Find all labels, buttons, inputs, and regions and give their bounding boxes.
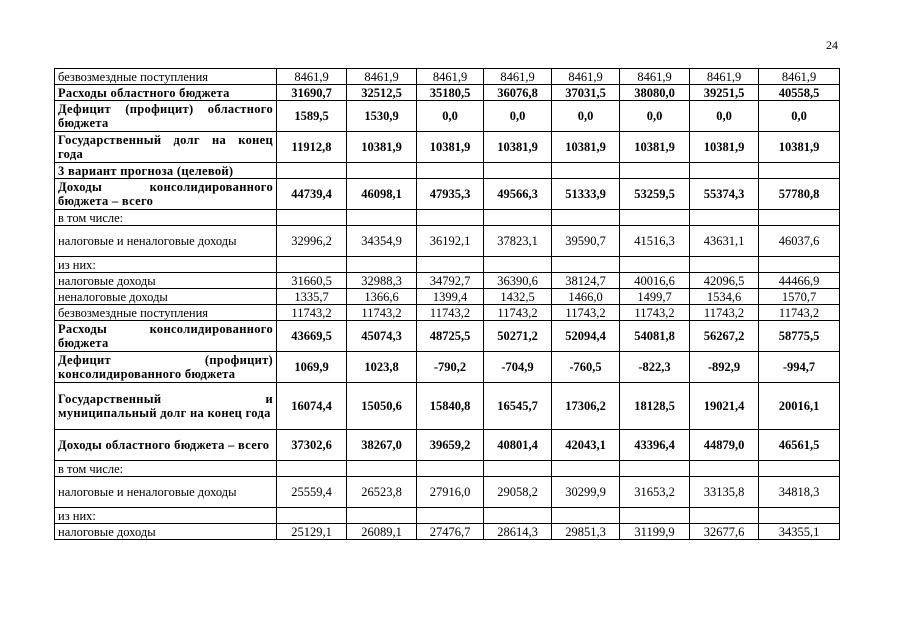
value-cell: 0,0 (484, 101, 552, 132)
value-cell: 8461,9 (620, 69, 690, 85)
value-cell: 19021,4 (690, 383, 759, 430)
value-cell (484, 461, 552, 477)
value-cell: 42043,1 (552, 430, 620, 461)
value-cell: 25559,4 (277, 477, 347, 508)
table-row (55, 305, 840, 321)
value-cell: 10381,9 (552, 132, 620, 163)
value-cell: 1069,9 (277, 352, 347, 383)
value-cell: 32988,3 (347, 273, 417, 289)
row-label: из них: (55, 508, 277, 524)
value-cell (759, 461, 840, 477)
value-cell: 34355,1 (759, 524, 840, 540)
value-cell: 26089,1 (347, 524, 417, 540)
value-cell (417, 461, 484, 477)
value-cell: 57780,8 (759, 179, 840, 210)
value-cell: 8461,9 (690, 69, 759, 85)
value-cell: 46037,6 (759, 226, 840, 257)
value-cell: 10381,9 (690, 132, 759, 163)
value-cell: 53259,5 (620, 179, 690, 210)
value-cell (690, 508, 759, 524)
value-cell: 8461,9 (552, 69, 620, 85)
table-row (55, 273, 840, 289)
value-cell: 11743,2 (277, 305, 347, 321)
value-cell: 8461,9 (417, 69, 484, 85)
value-cell (552, 508, 620, 524)
value-cell: 54081,8 (620, 321, 690, 352)
value-cell: 42096,5 (690, 273, 759, 289)
value-cell (620, 163, 690, 179)
value-cell (690, 257, 759, 273)
row-label: Расходы консолидированного бюджета (55, 321, 277, 352)
value-cell: 11912,8 (277, 132, 347, 163)
table-row (55, 352, 840, 383)
value-cell (552, 257, 620, 273)
value-cell: 31660,5 (277, 273, 347, 289)
value-cell: 32512,5 (347, 85, 417, 101)
row-label: из них: (55, 257, 277, 273)
row-label: безвозмездные поступления (55, 305, 277, 321)
row-label: Государственный и муниципальный долг на конец года (55, 383, 277, 430)
value-cell: 11743,2 (484, 305, 552, 321)
value-cell: 1589,5 (277, 101, 347, 132)
value-cell: 43631,1 (690, 226, 759, 257)
table-row (55, 226, 840, 257)
page-number: 24 (826, 38, 838, 52)
row-label: налоговые и неналоговые доходы (55, 226, 277, 257)
value-cell (484, 163, 552, 179)
value-cell (552, 163, 620, 179)
value-cell: 31199,9 (620, 524, 690, 540)
table-row (55, 477, 840, 508)
value-cell (690, 210, 759, 226)
value-cell (277, 163, 347, 179)
value-cell: 34354,9 (347, 226, 417, 257)
value-cell: 11743,2 (417, 305, 484, 321)
value-cell: 10381,9 (484, 132, 552, 163)
value-cell (620, 508, 690, 524)
value-cell (552, 210, 620, 226)
table-row (55, 69, 840, 85)
value-cell: 39251,5 (690, 85, 759, 101)
value-cell (484, 257, 552, 273)
value-cell (759, 163, 840, 179)
value-cell: 28614,3 (484, 524, 552, 540)
value-cell (484, 210, 552, 226)
row-label: налоговые и неналоговые доходы (55, 477, 277, 508)
value-cell: 51333,9 (552, 179, 620, 210)
value-cell: 38267,0 (347, 430, 417, 461)
value-cell: 1534,6 (690, 289, 759, 305)
value-cell: 43669,5 (277, 321, 347, 352)
value-cell: 1499,7 (620, 289, 690, 305)
value-cell: 1366,6 (347, 289, 417, 305)
value-cell: 0,0 (552, 101, 620, 132)
table-row (55, 163, 840, 179)
value-cell: 20016,1 (759, 383, 840, 430)
table-row (55, 257, 840, 273)
table-row (55, 524, 840, 540)
value-cell: 38124,7 (552, 273, 620, 289)
value-cell: 37302,6 (277, 430, 347, 461)
value-cell (277, 508, 347, 524)
value-cell: 40558,5 (759, 85, 840, 101)
value-cell (620, 257, 690, 273)
value-cell: -892,9 (690, 352, 759, 383)
value-cell (552, 461, 620, 477)
value-cell: 56267,2 (690, 321, 759, 352)
value-cell (277, 257, 347, 273)
value-cell: 26523,8 (347, 477, 417, 508)
value-cell: 8461,9 (484, 69, 552, 85)
row-label: налоговые доходы (55, 273, 277, 289)
value-cell: -822,3 (620, 352, 690, 383)
value-cell: 11743,2 (552, 305, 620, 321)
value-cell: 30299,9 (552, 477, 620, 508)
value-cell: 10381,9 (620, 132, 690, 163)
value-cell: 16545,7 (484, 383, 552, 430)
value-cell: 16074,4 (277, 383, 347, 430)
value-cell: 36076,8 (484, 85, 552, 101)
value-cell: 11743,2 (759, 305, 840, 321)
value-cell (759, 508, 840, 524)
value-cell: 10381,9 (347, 132, 417, 163)
row-label: Расходы областного бюджета (55, 85, 277, 101)
value-cell (690, 461, 759, 477)
row-label: Доходы консолидированного бюджета – всего (55, 179, 277, 210)
row-label: безвозмездные поступления (55, 69, 277, 85)
value-cell (347, 257, 417, 273)
value-cell: 43396,4 (620, 430, 690, 461)
value-cell: 1399,4 (417, 289, 484, 305)
value-cell: 48725,5 (417, 321, 484, 352)
value-cell: 0,0 (417, 101, 484, 132)
value-cell: 44879,0 (690, 430, 759, 461)
value-cell: -760,5 (552, 352, 620, 383)
value-cell: 8461,9 (277, 69, 347, 85)
value-cell: 18128,5 (620, 383, 690, 430)
table-row (55, 430, 840, 461)
value-cell: 17306,2 (552, 383, 620, 430)
value-cell: 46561,5 (759, 430, 840, 461)
value-cell: 38080,0 (620, 85, 690, 101)
value-cell (690, 163, 759, 179)
value-cell (347, 508, 417, 524)
value-cell (759, 257, 840, 273)
value-cell: 36192,1 (417, 226, 484, 257)
value-cell: 10381,9 (759, 132, 840, 163)
value-cell (484, 508, 552, 524)
value-cell: 11743,2 (620, 305, 690, 321)
value-cell: 1466,0 (552, 289, 620, 305)
value-cell: 47935,3 (417, 179, 484, 210)
value-cell: 39659,2 (417, 430, 484, 461)
value-cell: 25129,1 (277, 524, 347, 540)
row-label: в том числе: (55, 210, 277, 226)
row-label: Дефицит (профицит) областного бюджета (55, 101, 277, 132)
value-cell (417, 508, 484, 524)
value-cell: 40801,4 (484, 430, 552, 461)
table-row (55, 179, 840, 210)
value-cell: 15050,6 (347, 383, 417, 430)
value-cell: 8461,9 (759, 69, 840, 85)
value-cell: -994,7 (759, 352, 840, 383)
value-cell: 0,0 (690, 101, 759, 132)
value-cell: 1335,7 (277, 289, 347, 305)
value-cell: -704,9 (484, 352, 552, 383)
table-row (55, 132, 840, 163)
value-cell: 8461,9 (347, 69, 417, 85)
row-label: неналоговые доходы (55, 289, 277, 305)
table-row (55, 85, 840, 101)
value-cell: 46098,1 (347, 179, 417, 210)
value-cell (347, 461, 417, 477)
value-cell: 27476,7 (417, 524, 484, 540)
value-cell: 39590,7 (552, 226, 620, 257)
value-cell: 29851,3 (552, 524, 620, 540)
value-cell: 41516,3 (620, 226, 690, 257)
value-cell: 55374,3 (690, 179, 759, 210)
table-row (55, 210, 840, 226)
value-cell (417, 257, 484, 273)
value-cell: 1530,9 (347, 101, 417, 132)
table-row (55, 101, 840, 132)
value-cell: 44739,4 (277, 179, 347, 210)
table-row (55, 289, 840, 305)
value-cell: 52094,4 (552, 321, 620, 352)
value-cell: 0,0 (759, 101, 840, 132)
budget-forecast-table (54, 68, 840, 540)
row-label: налоговые доходы (55, 524, 277, 540)
value-cell: 31690,7 (277, 85, 347, 101)
row-label: Доходы областного бюджета – всего (55, 430, 277, 461)
value-cell: 0,0 (620, 101, 690, 132)
value-cell: 35180,5 (417, 85, 484, 101)
table-row (55, 321, 840, 352)
value-cell: 10381,9 (417, 132, 484, 163)
row-label: Дефицит (профицит) консолидированного бюджета (55, 352, 277, 383)
table-row (55, 508, 840, 524)
value-cell: -790,2 (417, 352, 484, 383)
value-cell (347, 163, 417, 179)
table-row (55, 461, 840, 477)
value-cell (417, 210, 484, 226)
value-cell (417, 163, 484, 179)
value-cell (620, 210, 690, 226)
row-label: Государственный долг на конец года (55, 132, 277, 163)
value-cell: 37823,1 (484, 226, 552, 257)
value-cell: 1023,8 (347, 352, 417, 383)
value-cell: 1432,5 (484, 289, 552, 305)
row-label: 3 вариант прогноза (целевой) (55, 163, 277, 179)
value-cell: 31653,2 (620, 477, 690, 508)
value-cell: 37031,5 (552, 85, 620, 101)
value-cell: 1570,7 (759, 289, 840, 305)
value-cell (759, 210, 840, 226)
value-cell: 11743,2 (690, 305, 759, 321)
value-cell: 34818,3 (759, 477, 840, 508)
value-cell: 27916,0 (417, 477, 484, 508)
value-cell: 32996,2 (277, 226, 347, 257)
value-cell: 45074,3 (347, 321, 417, 352)
value-cell: 49566,3 (484, 179, 552, 210)
value-cell: 11743,2 (347, 305, 417, 321)
value-cell: 34792,7 (417, 273, 484, 289)
value-cell (277, 210, 347, 226)
value-cell: 32677,6 (690, 524, 759, 540)
table-row (55, 383, 840, 430)
value-cell: 36390,6 (484, 273, 552, 289)
value-cell: 44466,9 (759, 273, 840, 289)
value-cell: 50271,2 (484, 321, 552, 352)
value-cell: 33135,8 (690, 477, 759, 508)
value-cell: 58775,5 (759, 321, 840, 352)
value-cell: 40016,6 (620, 273, 690, 289)
value-cell: 29058,2 (484, 477, 552, 508)
value-cell (347, 210, 417, 226)
value-cell: 15840,8 (417, 383, 484, 430)
row-label: в том числе: (55, 461, 277, 477)
value-cell (620, 461, 690, 477)
value-cell (277, 461, 347, 477)
